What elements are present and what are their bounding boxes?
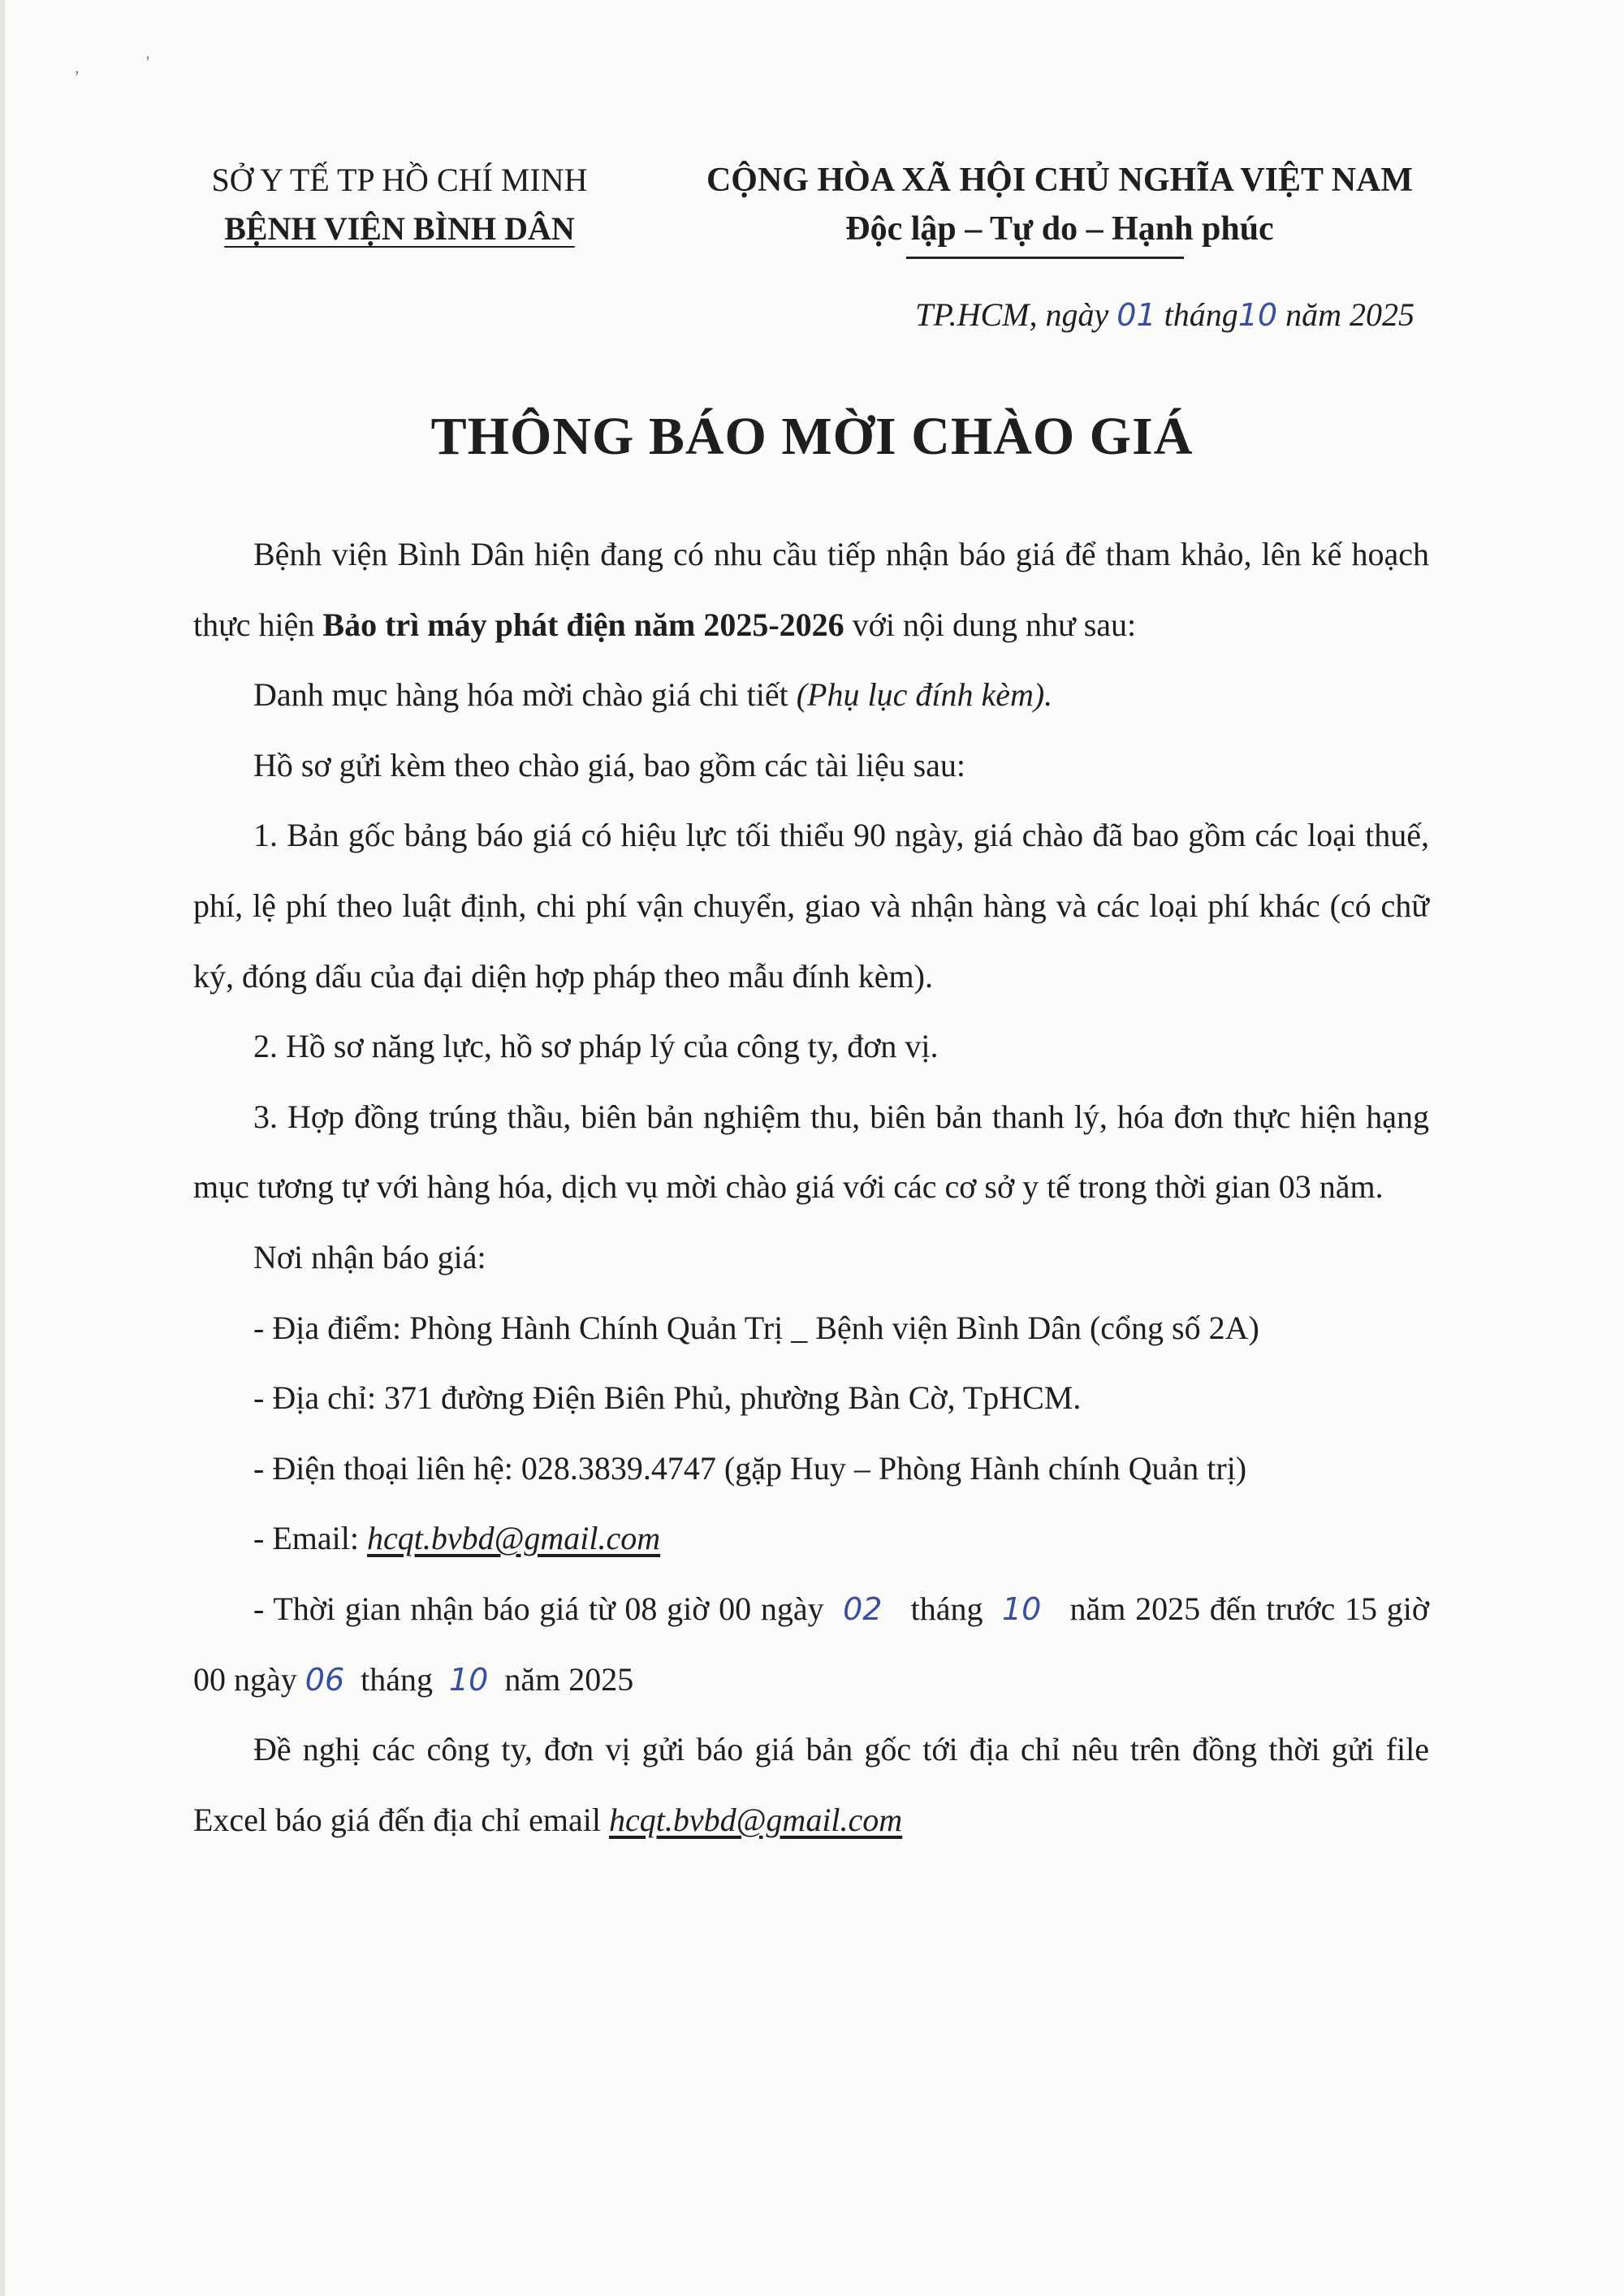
appendix-note: (Phụ lục đính kèm). — [796, 676, 1053, 714]
date-line — [915, 296, 1415, 334]
national-heading — [650, 156, 1470, 253]
docs-intro: Hồ sơ gửi kèm theo chào giá, bao gồm các tài liệu sau: — [253, 746, 966, 783]
scan-edge — [0, 0, 5, 2296]
handwritten-month: 10 — [1237, 297, 1278, 333]
national-motto: Độc lập – Tự do – Hạnh phúc — [845, 210, 1274, 248]
handwritten-end-month: 10 — [449, 1661, 489, 1698]
motto-underline — [906, 257, 1184, 259]
handwritten-day: 01 — [1116, 297, 1156, 333]
email-link[interactable]: hcqt.bvbd@gmail.com — [366, 1520, 661, 1557]
hospital-name: BỆNH VIỆN BÌNH DÂN — [224, 210, 575, 247]
date-month-label: tháng — [1164, 296, 1238, 333]
address-line: - Địa chỉ: 371 đường Điện Biên Phủ, phường Bàn Cờ, TpHCM. — [253, 1379, 1082, 1417]
intro-paragraph: Bệnh viện Bình Dân hiện đang có nhu cầu tiếp nhận báo giá để tham khảo, lên kế hoạch thực hiện Bảo trì máy phát điện năm 2025-2026 với nội dung như sau: — [193, 536, 1429, 643]
email-line: - Email: hcqt.bvbd@gmail.com — [253, 1520, 661, 1557]
handwritten-start-month: 10 — [1001, 1590, 1042, 1627]
location-line: - Địa điểm: Phòng Hành Chính Quản Trị _ Bệnh viện Bình Dân (cổng số 2A) — [253, 1309, 1259, 1346]
handwritten-start-day: 02 — [843, 1590, 883, 1627]
receive-label: Nơi nhận báo giá: — [253, 1238, 486, 1275]
list-item: 1. Bản gốc bảng báo giá có hiệu lực tối thiểu 90 ngày, giá chào đã bao gồm các loại thuế, phí, lệ phí theo luật định, chi phí vận chuyển, giao và nhận hàng và các loại phí khác (có chữ ký, đóng dấu của đại diện hợp pháp theo mẫu đính kèm). — [193, 817, 1429, 995]
closing-paragraph: Đề nghị các công ty, đơn vị gửi báo giá bản gốc tới địa chỉ nêu trên đồng thời gửi file Excel báo giá đến địa chỉ email hcqt.bvbd@gmail.com — [193, 1731, 1429, 1838]
closing-email-link[interactable]: hcqt.bvbd@gmail.com — [609, 1801, 903, 1838]
scan-speck: ' — [146, 52, 149, 72]
handwritten-end-day: 06 — [304, 1661, 345, 1698]
issuer-block — [172, 156, 627, 253]
department-name: SỞ Y TẾ TP HỒ CHÍ MINH — [211, 162, 588, 198]
list-item: 3. Hợp đồng trúng thầu, biên bản nghiệm thu, biên bản thanh lý, hóa đơn thực hiện hạng mục tương tự với hàng hóa, dịch vụ mời chào giá với các cơ sở y tế trong thời gian 03 năm. — [193, 1098, 1429, 1206]
list-item: 2. Hồ sơ năng lực, hồ sơ pháp lý của công ty, đơn vị. — [253, 1028, 939, 1065]
date-year: năm 2025 — [1285, 296, 1415, 333]
time-line: - Thời gian nhận báo giá từ 08 giờ 00 ngày 02 tháng 10 năm 2025 đến trước 15 giờ 00 ngày 06 tháng 10 năm 2025 — [193, 1590, 1430, 1698]
scan-speck: , — [75, 57, 80, 77]
service-name: Bảo trì máy phát điện năm 2025-2026 — [322, 606, 844, 643]
document-title: THÔNG BÁO MỜI CHÀO GIÁ — [430, 407, 1194, 466]
document-body — [193, 520, 1429, 1855]
phone-line: - Điện thoại liên hệ: 028.3839.4747 (gặp Huy – Phòng Hành chính Quản trị) — [253, 1449, 1247, 1487]
date-place: TP.HCM, ngày — [915, 296, 1109, 333]
catalog-line: Danh mục hàng hóa mời chào giá chi tiết (Phụ lục đính kèm). — [253, 676, 1053, 714]
country-name: CỘNG HÒA XÃ HỘI CHỦ NGHĨA VIỆT NAM — [706, 162, 1414, 199]
